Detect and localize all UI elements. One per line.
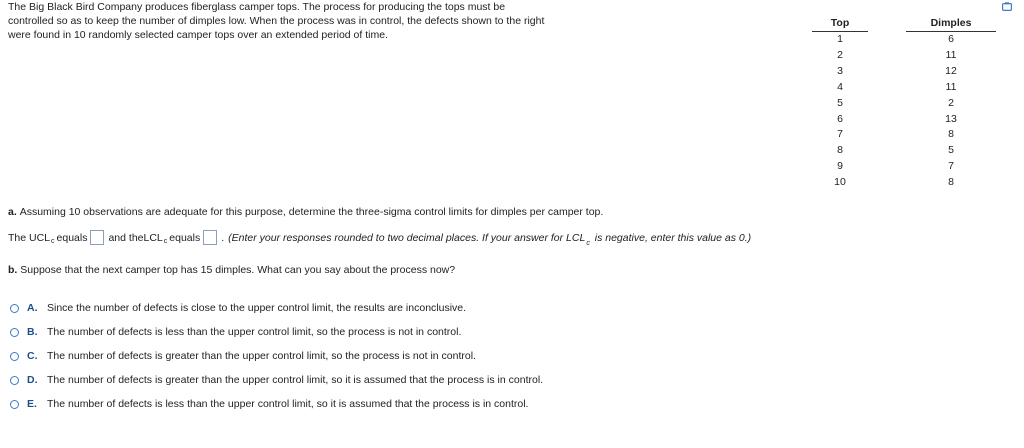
radio-icon[interactable] — [10, 376, 19, 385]
dimples-cell: 12 — [945, 64, 957, 77]
part-a-question — [8, 206, 603, 218]
dimples-cell: 8 — [948, 176, 954, 189]
dimples-cell: 5 — [948, 144, 954, 157]
intro-line-2: controlled so as to keep the number of dimples low. When the process was in control, the defects shown to the right — [8, 15, 545, 27]
hint-text-post: is negative, enter this value as 0.) — [594, 231, 752, 244]
option-letter: E. — [27, 398, 37, 410]
top-cell: 5 — [837, 96, 843, 109]
dimples-table — [812, 14, 996, 191]
part-a-text: Assuming 10 observations are adequate for this purpose, determine the three-sigma control limits for dimples per camper top. — [19, 206, 604, 218]
radio-icon[interactable] — [10, 304, 19, 313]
header-dimples: Dimples — [906, 14, 996, 32]
intro-line-3: were found in 10 randomly selected camper tops over an extended period of time. — [8, 29, 388, 41]
dimples-cell: 8 — [948, 128, 954, 141]
lcl-subscript: c — [163, 238, 168, 245]
period: . — [221, 231, 225, 244]
option-d[interactable] — [10, 368, 543, 392]
table-row — [812, 112, 996, 128]
part-b-question — [8, 264, 455, 276]
radio-icon[interactable] — [10, 400, 19, 409]
top-cell: 1 — [837, 33, 843, 45]
top-cell: 7 — [837, 128, 843, 141]
table-row — [812, 127, 996, 143]
ucl-label: The UCL — [8, 231, 51, 244]
lcl-label: and theLCL — [108, 231, 163, 244]
table-row — [812, 159, 996, 175]
option-letter: A. — [27, 302, 38, 314]
option-text: The number of defects is less than the upper control limit, so the process is not in control. — [47, 326, 462, 338]
top-cell: 10 — [834, 176, 846, 189]
header-top: Top — [812, 14, 868, 32]
dimples-cell: 11 — [945, 80, 957, 93]
top-cell: 6 — [837, 112, 843, 125]
lcl-input[interactable] — [203, 230, 217, 245]
table-row — [812, 48, 996, 64]
option-letter: C. — [27, 350, 38, 362]
hint-text-pre: (Enter your responses rounded to two decimal places. If your answer for LCL — [228, 231, 586, 244]
table-row — [812, 96, 996, 112]
option-b[interactable] — [10, 320, 543, 344]
option-letter: D. — [27, 374, 38, 386]
table-row — [812, 32, 996, 48]
dimples-cell: 2 — [948, 96, 954, 109]
ucl-input[interactable] — [90, 230, 104, 245]
dimples-cell: 13 — [945, 112, 957, 125]
part-a-answer-line — [8, 230, 751, 245]
table-row — [812, 143, 996, 159]
table-row — [812, 80, 996, 96]
part-b-label: b. — [8, 264, 18, 276]
part-b-text: Suppose that the next camper top has 15 dimples. What can you say about the process now? — [20, 264, 456, 276]
dimples-cell: 11 — [945, 48, 957, 61]
option-c[interactable] — [10, 344, 543, 368]
intro-line-1: The Big Black Bird Company produces fiberglass camper tops. The process for producing the tops must be — [8, 1, 506, 13]
table-row — [812, 64, 996, 80]
dimples-cell: 7 — [948, 160, 954, 173]
radio-icon[interactable] — [10, 352, 19, 361]
top-cell: 4 — [837, 80, 843, 93]
option-text: The number of defects is greater than the upper control limit, so it is assumed that the process is in control. — [47, 374, 544, 386]
top-cell: 3 — [837, 64, 843, 77]
equals-text-1: equals — [56, 231, 88, 244]
dimples-cell: 6 — [948, 33, 954, 45]
table-header-row — [812, 14, 996, 32]
hint-subscript: c — [586, 239, 590, 247]
ucl-subscript: c — [51, 238, 55, 245]
option-text: The number of defects is greater than the upper control limit, so the process is not in control. — [47, 350, 476, 362]
equals-text-2: equals — [169, 231, 201, 244]
option-letter: B. — [27, 326, 38, 338]
part-a-label: a. — [8, 206, 17, 218]
radio-icon[interactable] — [10, 328, 19, 337]
problem-intro — [8, 0, 608, 42]
option-e[interactable] — [10, 392, 543, 416]
table-row — [812, 175, 996, 191]
instruction-hint — [228, 231, 752, 247]
option-text: Since the number of defects is close to the upper control limit, the results are inconclusive. — [47, 302, 467, 314]
top-cell: 9 — [837, 160, 843, 173]
top-cell: 8 — [837, 144, 843, 157]
answer-options — [10, 296, 543, 416]
top-cell: 2 — [837, 48, 843, 61]
option-a[interactable] — [10, 296, 543, 320]
option-text: The number of defects is less than the upper control limit, so it is assumed that the process is in control. — [47, 398, 529, 410]
clipboard-icon[interactable] — [1002, 2, 1012, 11]
